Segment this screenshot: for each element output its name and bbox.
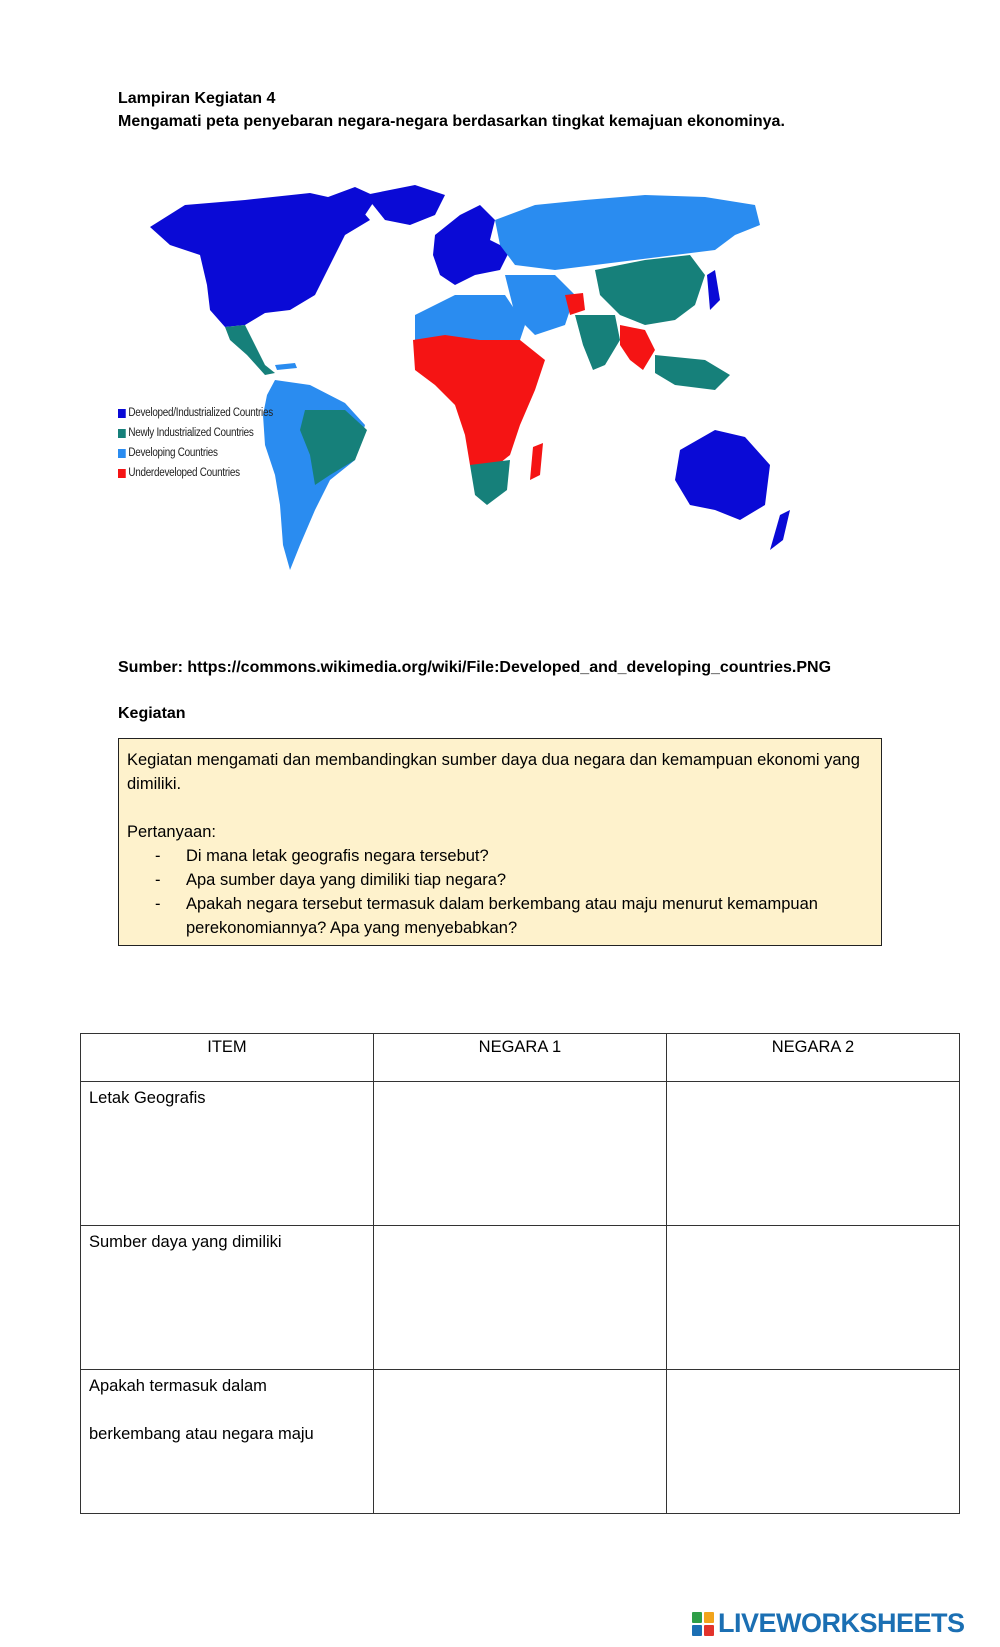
row-item-label: Apakah termasuk dalam berkembang atau negara maju — [89, 1377, 314, 1443]
question-item: - Apakah negara tersebut termasuk dalam berkembang atau maju menurut kemampuan perekonomiannya? Apa yang menyebabkan? — [155, 895, 818, 937]
row-item-cell — [81, 1226, 374, 1370]
answer-cell-negara-2[interactable] — [666, 1370, 959, 1514]
row-item-cell — [81, 1370, 374, 1514]
answer-cell-negara-1[interactable] — [373, 1082, 666, 1226]
table-row — [81, 1082, 960, 1226]
legend-label: Developing Countries — [128, 447, 218, 459]
question-item: - Apa sumber daya yang dimiliki tiap negara? — [155, 871, 507, 889]
row-item-label: Letak Geografis — [89, 1089, 206, 1107]
question-text: Apakah negara tersebut termasuk dalam berkembang atau maju menurut kemampuan perekonomiannya? Apa yang menyebabkan? — [186, 895, 818, 937]
questions-label: Pertanyaan: — [127, 823, 216, 841]
legend-item-newly-industrialized — [118, 423, 273, 443]
table-header-row — [81, 1034, 960, 1082]
brand-text: LIVEWORKSHEETS — [718, 1608, 965, 1638]
legend-item-underdeveloped — [118, 463, 273, 483]
answer-cell-negara-2[interactable] — [666, 1082, 959, 1226]
answer-cell-negara-2[interactable] — [666, 1226, 959, 1370]
row-item-label: Sumber daya yang dimiliki — [89, 1233, 282, 1251]
liveworksheets-logo-icon — [692, 1612, 714, 1636]
activity-heading: Kegiatan — [118, 705, 186, 722]
question-item: - Di mana letak geografis negara tersebut? — [155, 847, 489, 865]
page-subtitle: Mengamati peta penyebaran negara-negara berdasarkan tingkat kemajuan ekonominya. — [118, 113, 785, 130]
question-text: Apa sumber daya yang dimiliki tiap negara? — [186, 871, 507, 889]
liveworksheets-brand — [692, 1608, 965, 1639]
row-item-cell — [81, 1082, 374, 1226]
activity-intro: Kegiatan mengamati dan membandingkan sumber daya dua negara dan kemampuan ekonomi yang dimiliki. — [127, 751, 860, 793]
legend-label: Developed/Industrialized Countries — [128, 407, 273, 419]
answer-cell-negara-1[interactable] — [373, 1370, 666, 1514]
question-text: Di mana letak geografis negara tersebut? — [186, 847, 489, 865]
legend-label: Underdeveloped Countries — [128, 467, 240, 479]
table-row — [81, 1370, 960, 1514]
legend-item-developing — [118, 443, 273, 463]
world-map-image — [115, 175, 850, 605]
source-citation: Sumber: https://commons.wikimedia.org/wiki/File:Developed_and_developing_countries.PNG — [118, 659, 832, 676]
page-title: Lampiran Kegiatan 4 — [118, 90, 276, 107]
comparison-table — [80, 1033, 960, 1514]
legend-swatch — [118, 409, 126, 418]
table-row — [81, 1226, 960, 1370]
legend-swatch — [118, 469, 126, 478]
header-item: ITEM — [81, 1034, 374, 1082]
questions-list — [127, 844, 873, 940]
activity-box — [118, 738, 882, 946]
legend-label: Newly Industrialized Countries — [128, 427, 254, 439]
legend-swatch — [118, 429, 126, 438]
map-legend — [118, 403, 298, 483]
legend-item-developed — [118, 403, 273, 423]
header-negara-1: NEGARA 1 — [373, 1034, 666, 1082]
header-negara-2: NEGARA 2 — [666, 1034, 959, 1082]
map-north-america — [150, 193, 370, 327]
legend-swatch — [118, 449, 126, 458]
answer-cell-negara-1[interactable] — [373, 1226, 666, 1370]
